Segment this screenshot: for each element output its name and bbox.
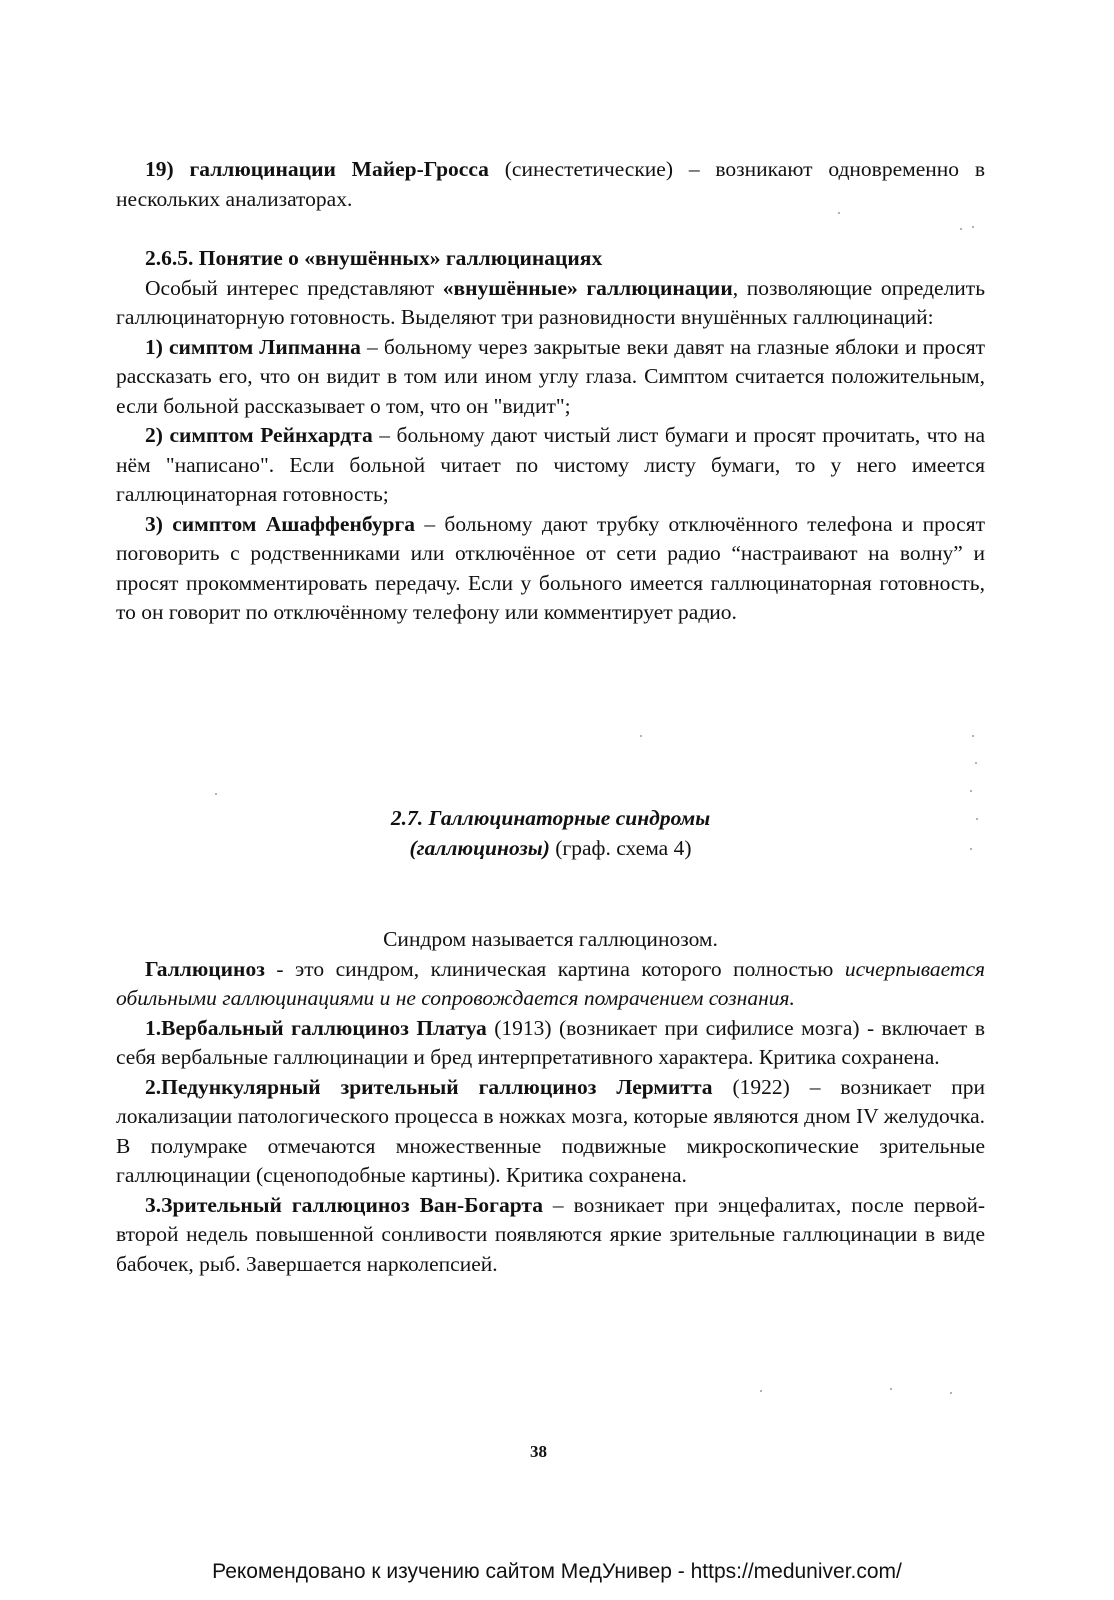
platua-text: (1913) (возникает при сифилисе мозга) - включает в себя вербальные галлюцинации и бред интерпретативного характера. Критика сохранена. (116, 1015, 986, 1069)
item-19-text: (синестетические) – возникают одновременно в нескольких анализаторах. (116, 157, 985, 211)
van-bogaert-paragraph (116, 1191, 985, 1280)
van-bogaert-text: – возникает при энцефалитах, после первой-второй недель повышенной сонливости появляются яркие зрительные галлюцинации в виде бабочек, рыб. Завершается нарколепсией. (116, 1192, 985, 1276)
intro-bold-term: «внушённые» галлюцинации (442, 275, 733, 300)
section-2-7-title-line1: 2.7. Галлюцинаторные синдромы (390, 806, 711, 830)
definition-text: - это синдром, клиническая картина которого полностью (264, 956, 845, 981)
symptom-reinhardt (116, 421, 985, 510)
symptom-aschaffenburg-text: – больному дают трубку отключённого телефона и просят поговорить с родственниками или отключённое от сети радио “настраивают на волну” и просят прокомментировать передачу. Если у больного имеется галлюцинаторная готовность, то он говорит по отключённому телефону или комментирует радио. (116, 511, 985, 624)
symptom-aschaffenburg (116, 510, 985, 628)
section-2-7-body (116, 925, 985, 1279)
symptom-lipmann (116, 333, 985, 422)
item-19-term: галлюцинации Майер-Гросса (189, 157, 489, 181)
section-2-7-title (116, 803, 985, 863)
definition-term: Галлюциноз (145, 956, 265, 981)
section-2-6-5 (116, 244, 985, 628)
footer-recommendation: Рекомендовано к изучению сайтом МедУнивер - https://meduniver.com/ (212, 1560, 902, 1583)
symptom-reinhardt-text: – больному дают чистый лист бумаги и просят прочитать, что на нём "написано". Если больной читает по чистому листу бумаги, то у него имеется галлюцинаторная готовность; (116, 423, 985, 506)
section-2-7-title-rest: (граф. схема 4) (549, 836, 692, 860)
section-2-6-5-heading: 2.6.5. Понятие о «внушённых» галлюцинациях (145, 246, 603, 270)
symptom-lipmann-term: 1) симптом Липманна (145, 334, 361, 359)
lhermitte-text: (1922) – возникает при локализации патологического процесса в ножках мозга, которые являются дном IV желудочка. В полумраке отмечаются множественные подвижные микроскопические зрительные галлюцинации (сценоподобные картины). Критика сохранена. (116, 1074, 985, 1187)
intro-text-a: Особый интерес представляют (145, 275, 443, 300)
symptom-lipmann-text: – больному через закрытые веки давят на глазные яблоки и просят рассказать его, что он видит в том или ином углу глаза. Симптом считается положительным, если больной рассказывает о том, что он "видит"; (116, 334, 985, 418)
platua-term: 1.Вербальный галлюциноз Платуа (145, 1015, 487, 1040)
van-bogaert-term: 3.Зрительный галлюциноз Ван-Богарта (145, 1192, 543, 1217)
symptom-aschaffenburg-term: 3) симптом Ашаффенбурга (145, 511, 416, 536)
section-2-7-title-line2 (116, 833, 985, 863)
section-2-7-lead: Синдром называется галлюцинозом. (383, 927, 718, 951)
section-2-6-5-intro (116, 274, 985, 333)
lhermitte-term: 2.Педункулярный зрительный галлюциноз Лермитта (145, 1074, 713, 1099)
symptom-reinhardt-term: 2) симптом Рейнхардта (145, 423, 373, 447)
section-2-7-title-italic: (галлюцинозы) (409, 836, 550, 860)
item-19 (116, 155, 985, 214)
page-number: 38 (530, 1442, 547, 1461)
lhermitte-paragraph (116, 1073, 985, 1191)
platua-paragraph (116, 1014, 985, 1073)
item-19-paragraph (116, 155, 985, 214)
definition-italic: исчерпывается обильными галлюцинациями и не сопровождается помрачением сознания. (116, 956, 985, 1010)
hallucinosis-definition (116, 955, 985, 1014)
intro-text-b: , позволяющие определить галлюцинаторную готовность. Выделяют три разновидности внушённых галлюцинаций: (116, 275, 985, 329)
item-19-number: 19) (145, 157, 174, 181)
